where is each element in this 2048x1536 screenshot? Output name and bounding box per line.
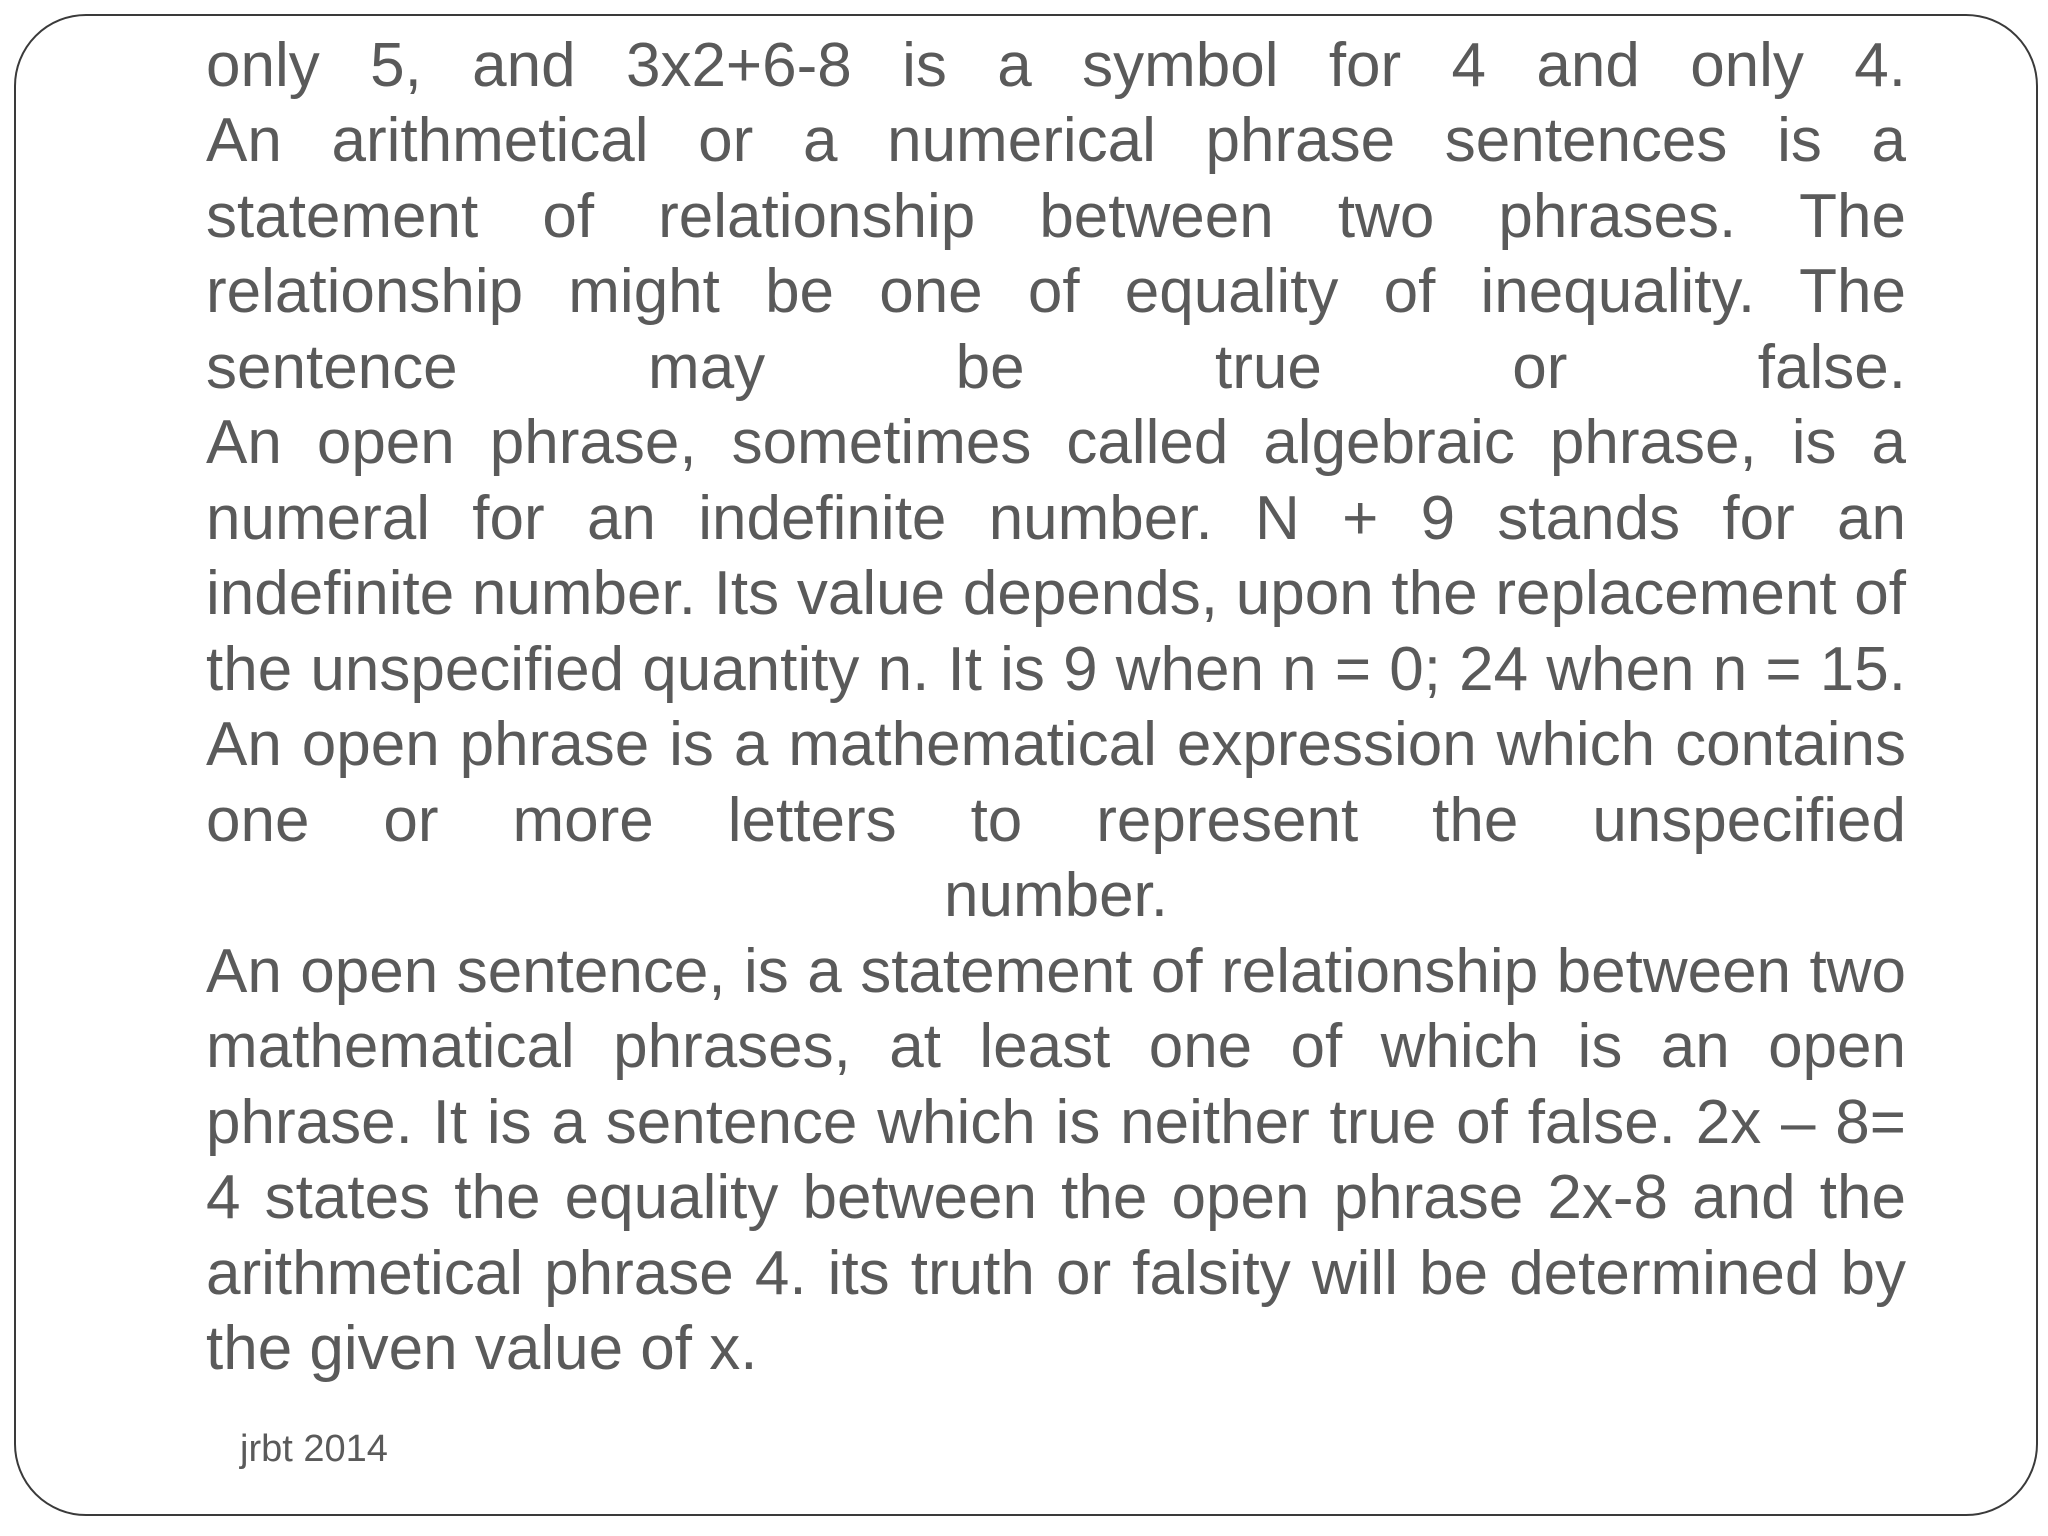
paragraph-arithmetical-sentence: An arithmetical or a numerical phrase sentences is a statement of relationship between two phrases. The relationship might be one of equality of inequality. The sentence may be true or false. [206,106,1906,402]
paragraph-open-sentence: An open sentence, is a statement of relationship between two mathematical phrases, at least one of which is an open phrase. It is a sentence which is neither true of false. 2x – 8= 4 states the equality between the open phrase 2x-8 and the arithmetical phrase 4. its truth or falsity will be determined by the given value of x. [206,936,1906,1383]
slide-body [206,14,1906,1387]
paragraph-continuation: only 5, and 3x2+6-8 is a symbol for 4 and only 4. [206,30,1906,100]
slide-frame [14,14,2038,1516]
footer-text: jrbt 2014 [240,1428,388,1470]
paragraph-open-phrase-end: number. [943,861,1169,930]
partial-top-line [206,14,1906,28]
paragraph-open-phrase: An open phrase, sometimes called algebraic phrase, is a numeral for an indefinite number. N + 9 stands for an indefinite number. Its value depends, upon the replacement of the unspecified quantity n. It is 9 when n = 0; 24 when n = 15. An open phrase is a mathematical expression which contains one or more letters to represent the unspecified [206,408,1906,855]
